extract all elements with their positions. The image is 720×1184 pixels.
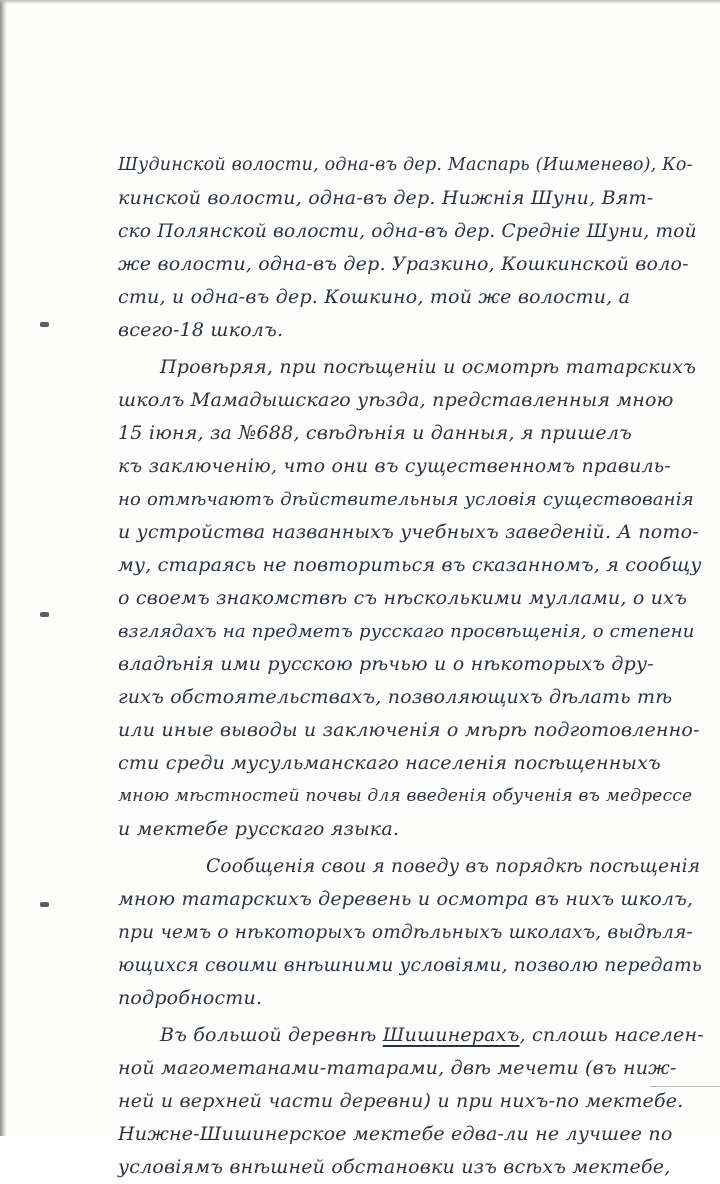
text-line: подробности. xyxy=(118,987,263,1009)
text-line: и устройства названныхъ учебныхъ заведеній. А пото- xyxy=(118,521,699,543)
paragraph-start-line: Сообщенія свои я поведу въ порядкѣ посѣщенія xyxy=(206,856,701,877)
underlined-place-name: Шишинерахъ xyxy=(382,1024,520,1046)
text-line: Шудинской волости, одна-въ дер. Маспарь (Ишменево), Ко- xyxy=(118,155,693,175)
text-line: но отмѣчаютъ дѣйствительныя условія существованія xyxy=(118,489,694,510)
line-segment: Въ большой деревнѣ xyxy=(160,1024,377,1046)
text-line: ско Полянской волости, одна-въ дер. Средніе Шуни, той xyxy=(118,221,697,242)
text-line: гихъ обстоятельствахъ, позволяющихъ дѣлать тѣ xyxy=(118,686,673,708)
text-line: ней и верхней части деревни) и при нихъ-по мектебе. xyxy=(118,1090,684,1112)
text-line: владѣнія ими русскою рѣчью и о нѣкоторыхъ дру- xyxy=(118,653,654,675)
text-line: сти, и одна-въ дер. Кошкино, той же волости, а xyxy=(118,286,631,308)
text-line: о своемъ знакомствѣ съ нѣсколькими муллами, о ихъ xyxy=(118,587,687,609)
text-line: мною татарскихъ деревень и осмотра въ нихъ школъ, xyxy=(118,888,694,910)
handwritten-text-block xyxy=(118,149,708,1184)
text-line: всего-18 школъ. xyxy=(118,319,284,341)
page-rule-fragment xyxy=(650,1086,720,1087)
text-line: ной магометанами-татарами, двѣ мечети (въ ниж- xyxy=(118,1057,677,1079)
staple-hole-top xyxy=(40,322,49,327)
text-line: школъ Мамадышскаго уѣзда, представленныя мною xyxy=(118,389,674,411)
text-line: взглядахъ на предметъ русскаго просвѣщенія, о степени xyxy=(118,621,695,642)
paragraph-start-line xyxy=(118,1019,708,1052)
text-line: или иные выводы и заключенія о мѣрѣ подготовленно- xyxy=(118,719,700,741)
text-line: ющихся своими внѣшними условіями, позволю передать xyxy=(118,955,702,976)
text-line: и мектебе русскаго языка. xyxy=(118,818,400,840)
text-line: условіямъ внѣшней обстановки изъ всѣхъ мектебе, xyxy=(118,1156,671,1178)
text-line: сти среди мусульманскаго населенія посѣщенныхъ xyxy=(118,752,661,774)
text-line: 15 іюня, за №688, свѣдѣнія и данныя, я пришелъ xyxy=(118,422,632,444)
text-line: Нижне-Шишинерское мектебе едва-ли не лучшее по xyxy=(118,1123,673,1145)
text-line: кинской волости, одна-въ дер. Нижнія Шуни, Вят- xyxy=(118,187,654,209)
line-segment: , сплошь населен- xyxy=(519,1024,704,1046)
staple-hole-bottom xyxy=(40,902,49,907)
text-line: же волости, одна-въ дер. Уразкино, Кошкинской воло- xyxy=(118,253,689,275)
paragraph-start-line: Провѣряя, при посѣщеніи и осмотрѣ татарскихъ xyxy=(160,356,697,378)
page-top-edge xyxy=(0,0,720,4)
text-line: мною мѣстностей почвы для введенія обученія въ медрессе xyxy=(118,786,693,806)
text-line: при чемъ о нѣкоторыхъ отдѣльныхъ школахъ, выдѣля- xyxy=(118,922,693,943)
staple-hole-middle xyxy=(40,612,49,617)
page-binding-edge xyxy=(0,0,7,1136)
text-line: му, стараясь не повториться въ сказанномъ, я сообщу xyxy=(118,554,702,576)
text-line: къ заключенію, что они въ существенномъ правиль- xyxy=(118,455,671,477)
